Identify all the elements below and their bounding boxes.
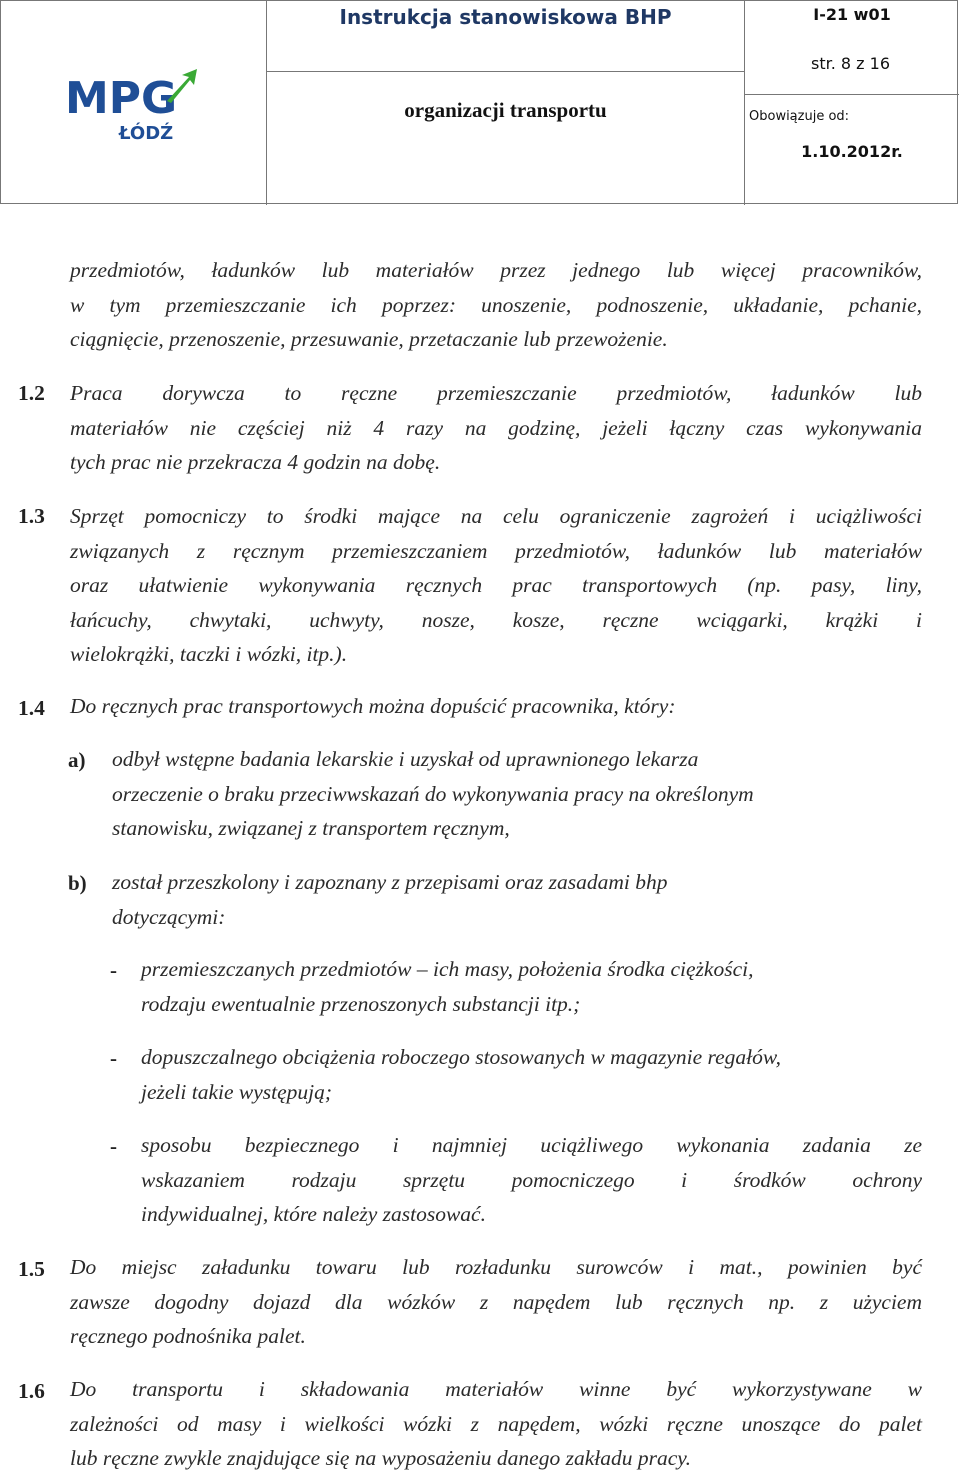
dash-item	[141, 1040, 922, 1109]
text-line: odbył wstępne badania lekarskie i uzyskał od uprawnionego lekarza	[112, 747, 699, 771]
section-number: 1.2	[18, 381, 45, 405]
section-number: 1.4	[18, 696, 45, 720]
section-number: 1.5	[18, 1257, 45, 1281]
text-line: Do ręcznych prac transportowych można dopuścić pracownika, który:	[70, 694, 676, 718]
dash-bullet: -	[110, 1134, 117, 1158]
mpg-logo	[63, 65, 203, 145]
document-code: I-21 w01	[813, 5, 891, 24]
text-line: dotyczącymi:	[112, 904, 226, 929]
text-line: Do transportu i składowania materiałów winne być wykorzystywane w	[70, 1377, 922, 1401]
section-number: 1.6	[18, 1379, 45, 1403]
logo-cell	[1, 1, 267, 205]
section-paragraph	[70, 376, 922, 480]
text-line: łańcuchy, chwytaki, uchwyty, nosze, kosze, ręczne wciągarki, krążki i	[70, 607, 922, 632]
dash-bullet: -	[110, 1046, 117, 1070]
list-item	[112, 865, 922, 934]
text-line: stanowisku, związanej z transportem ręcznym,	[112, 816, 510, 840]
text-line: rodzaju ewentualnie przenoszonych substancji itp.;	[141, 991, 581, 1016]
title-cell	[267, 1, 745, 205]
mpg-logo-graphic	[63, 65, 203, 145]
title-divider	[267, 71, 744, 72]
logo-city: ŁÓDŹ	[119, 123, 174, 144]
text-line: ciągnięcie, przenoszenie, przesuwanie, przetaczanie lub przewożenie.	[70, 327, 668, 351]
text-line: sposobu bezpiecznego i najmniej uciążliwego wykonania zadania ze	[141, 1133, 922, 1157]
section-paragraph	[70, 1250, 922, 1354]
text-line: oraz ułatwienie wykonywania ręcznych prac transportowych (np. pasy, liny,	[70, 573, 922, 597]
section-number: 1.3	[18, 504, 45, 528]
text-line: orzeczenie o braku przeciwwskazań do wykonywania pracy na określonym	[112, 781, 754, 806]
dash-bullet: -	[110, 958, 117, 982]
valid-from-label: Obowiązuje od:	[749, 109, 850, 124]
code-divider	[745, 94, 959, 95]
text-line: zależności od masy i wielkości wózki z napędem, wózki ręczne unoszące do palet	[70, 1411, 922, 1436]
text-line: został przeszkolony i zapoznany z przepisami oraz zasadami bhp	[112, 870, 668, 894]
intro-paragraph	[70, 253, 922, 357]
text-line: zawsze dogodny dojazd dla wózków z napędem lub ręcznych np. z użyciem	[70, 1289, 922, 1314]
text-line: lub ręczne zwykle znajdujące się na wyposażeniu danego zakładu pracy.	[70, 1446, 692, 1470]
text-line: indywidualnej, które należy zastosować.	[141, 1202, 486, 1226]
text-line: związanych z ręcznym przemieszczaniem przedmiotów, ładunków lub materiałów	[70, 538, 922, 563]
section-paragraph	[70, 689, 922, 724]
dash-item	[141, 952, 922, 1021]
page-number: str. 8 z 16	[811, 54, 890, 73]
list-letter: b)	[68, 871, 87, 895]
document-subtitle: organizacji transportu	[404, 98, 607, 122]
list-letter: a)	[68, 748, 86, 772]
document-title: Instrukcja stanowiskowa BHP	[339, 5, 672, 29]
text-line: Sprzęt pomocniczy to środki mające na celu ograniczenie zagrożeń i uciążliwości	[70, 504, 922, 528]
section-paragraph	[70, 1372, 922, 1476]
text-line: w tym przemieszczanie ich poprzez: unoszenie, podnoszenie, układanie, pchanie,	[70, 292, 922, 317]
logo-text: MPG	[65, 73, 178, 124]
text-line: Do miejsc załadunku towaru lub rozładunku surowców i mat., powinien być	[70, 1255, 922, 1279]
text-line: przemieszczanych przedmiotów – ich masy, położenia środka ciężkości,	[141, 957, 754, 981]
text-line: materiałów nie częściej niż 4 razy na godzinę, jeżeli łączny czas wykonywania	[70, 415, 922, 440]
text-line: wielokrążki, taczki i wózki, itp.).	[70, 642, 348, 666]
valid-from-date: 1.10.2012r.	[801, 142, 903, 161]
text-line: jeżeli takie występują;	[141, 1079, 333, 1104]
text-line: dopuszczalnego obciążenia roboczego stosowanych w magazynie regałów,	[141, 1045, 781, 1069]
section-paragraph	[70, 499, 922, 672]
list-item	[112, 742, 922, 846]
text-line: wskazaniem rodzaju sprzętu pomocniczego i środków ochrony	[141, 1167, 922, 1192]
code-cell	[745, 1, 959, 205]
text-line: tych prac nie przekracza 4 godzin na dobę.	[70, 450, 441, 474]
text-line: Praca dorywcza to ręczne przemieszczanie przedmiotów, ładunków lub	[70, 381, 922, 405]
text-line: ręcznego podnośnika palet.	[70, 1324, 306, 1348]
text-line: przedmiotów, ładunków lub materiałów przez jednego lub więcej pracowników,	[70, 258, 922, 282]
document-header	[0, 0, 958, 204]
dash-item	[141, 1128, 922, 1232]
